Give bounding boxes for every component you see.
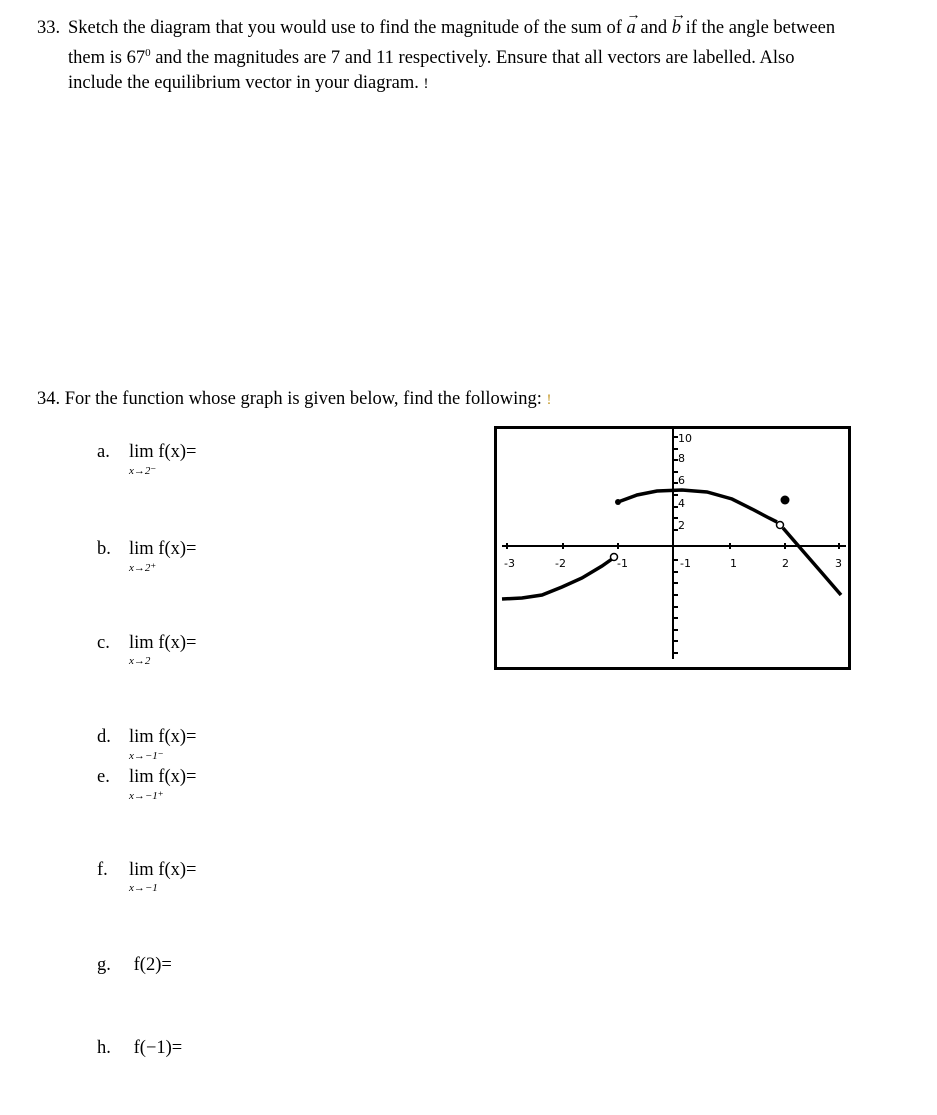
- question-34: [37, 389, 552, 410]
- closed-endpoint: [615, 499, 621, 505]
- part-e-expr: f(x)=: [158, 767, 197, 787]
- vector-b: → b: [672, 16, 681, 41]
- question-33: [37, 16, 917, 97]
- part-b: b. lim x→2⁺ f(x)=: [97, 539, 197, 574]
- part-d-expr: f(x)=: [158, 727, 197, 747]
- y-tick-label: 4: [678, 497, 685, 510]
- part-h: h. f(−1)=: [97, 1038, 183, 1058]
- question-33-line-2: them is $67^0$ and the magnitudes are 7 and 11 respectively. Ensure that all vectors are labelled. Also: [68, 47, 795, 69]
- x-tick-label: 2: [782, 557, 789, 570]
- part-g-expr: f(2)=: [133, 955, 172, 975]
- part-d: d. lim x→−1⁻ f(x)=: [97, 727, 197, 762]
- part-b-expr: f(x)=: [158, 539, 197, 559]
- part-f: f. lim x→−1 f(x)=: [97, 860, 197, 894]
- filled-point: [781, 496, 790, 505]
- y-tick-label: 8: [678, 452, 685, 465]
- function-graph: [494, 426, 851, 670]
- part-f-expr: f(x)=: [158, 860, 197, 880]
- graph-canvas: [497, 429, 848, 667]
- degree-superscript: 0: [145, 47, 151, 59]
- curve-right-segment: [783, 528, 841, 595]
- part-a: a. lim x→2⁻ f(x)=: [97, 442, 197, 477]
- part-c: c. lim x→2 f(x)=: [97, 633, 197, 667]
- open-circle: [611, 554, 618, 561]
- question-34-text: For the function whose graph is given below, find the following:: [64, 389, 542, 409]
- x-tick-label: -3: [504, 557, 515, 570]
- curve-middle-segment: [618, 490, 777, 522]
- y-tick-label: 2: [678, 519, 685, 532]
- question-34-mark: !: [546, 392, 552, 408]
- x-tick-label: 3: [835, 557, 842, 570]
- part-g: g. f(2)=: [97, 955, 172, 975]
- question-33-mark: !: [423, 76, 429, 93]
- question-34-number: 34.: [37, 389, 61, 409]
- part-a-expr: f(x)=: [158, 442, 197, 462]
- vector-a: → a: [627, 16, 636, 41]
- question-33-line-3: include the equilibrium vector in your diagram. !: [68, 73, 429, 94]
- question-33-line-1: Sketch the diagram that you would use to find the magnitude of the sum of → a and → b if the angle between: [68, 16, 917, 41]
- part-c-expr: f(x)=: [158, 633, 197, 653]
- x-tick-label: 1: [730, 557, 737, 570]
- part-h-expr: f(−1)=: [133, 1038, 183, 1058]
- x-tick-label: -1: [617, 557, 628, 570]
- y-tick-label: 10: [678, 432, 692, 445]
- x-tick-label: -2: [555, 557, 566, 570]
- part-e: e. lim x→−1⁺ f(x)=: [97, 767, 197, 802]
- x-tick-label: -1: [680, 557, 691, 570]
- y-tick-label: 6: [678, 474, 685, 487]
- question-33-number: 33.: [37, 18, 61, 38]
- open-circle: [777, 522, 784, 529]
